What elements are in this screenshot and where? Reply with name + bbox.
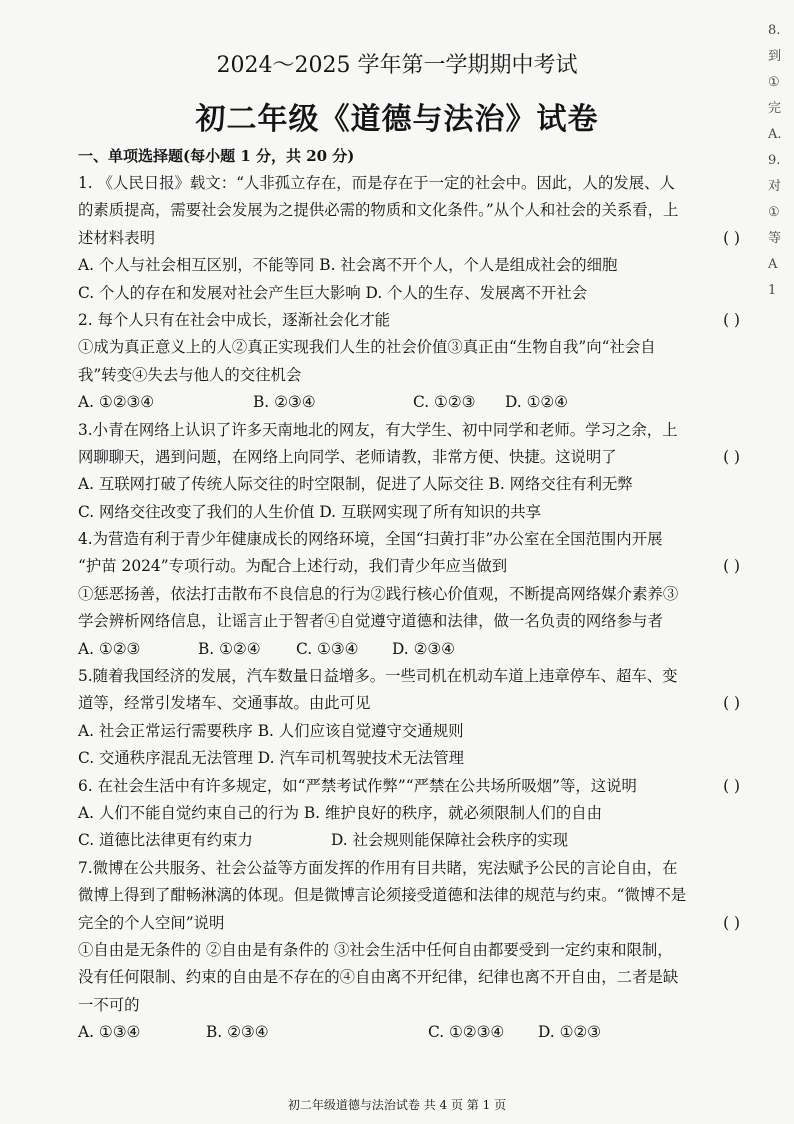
q2-stem — [78, 307, 746, 334]
edge-glyph: ① — [768, 205, 780, 220]
answer-paren: ( ) — [723, 776, 740, 795]
edge-glyph: 到 — [768, 49, 782, 64]
q1-line: 的素质提高，需要社会发展为之提供必需的物质和文化条件。”从个人和社会的关系看，上 — [78, 201, 679, 220]
edge-glyph: A — [768, 257, 778, 272]
q6-option-c: C. 道德比法律更有约束力 — [78, 831, 253, 850]
edge-glyph: 等 — [768, 231, 782, 246]
q1-option-ab: A. 个人与社会相互区别，不能等同 B. 社会离不开个人，个人是组成社会的细胞 — [78, 256, 618, 275]
q2-option-b: B. ②③④ — [253, 393, 316, 412]
q7-line: 一不可的 — [78, 995, 140, 1014]
q3-line: 3.小青在网络上认识了许多天南地北的网友，有大学生、初中同学和老师。学习之余，上 — [78, 420, 678, 439]
q5-line: 5.随着我国经济的发展，汽车数量日益增多。一些司机在机动车道上违章停车、超车、变 — [78, 667, 678, 686]
q7-line — [78, 910, 746, 937]
exam-subject-title: 初二年级《道德与法治》试卷 — [195, 102, 599, 137]
q4-line: 4.为营造有利于青少年健康成长的网络环境，全国“扫黄打非”办公室在全国范围内开展 — [78, 530, 663, 549]
q6-stem — [78, 773, 746, 800]
q2-option-d: D. ①②④ — [505, 393, 568, 412]
q7-line: 7.微博在公共服务、社会公益等方面发挥的作用有目共睹，宪法赋予公民的言论自由，在 — [78, 858, 678, 877]
edge-glyph: 对 — [768, 179, 782, 194]
edge-glyph: A. — [768, 127, 782, 142]
q4-option-c: C. ①③④ — [296, 639, 359, 658]
page-footer: 初二年级道德与法治试卷 共 4 页 第 1 页 — [287, 1098, 507, 1112]
edge-glyph: 9. — [768, 153, 781, 168]
q6-stem-text: 6. 在社会生活中有许多规定，如“严禁考试作弊”“严禁在公共场所吸烟”等，这说明 — [78, 776, 637, 795]
q7-options — [78, 1019, 746, 1046]
question-body — [78, 170, 746, 1047]
q2-line: 我”转变④失去与他人的交往机会 — [78, 365, 302, 384]
q7-stem-end: 完全的个人空间”说明 — [78, 913, 225, 932]
edge-glyph: 1 — [768, 283, 777, 298]
answer-paren: ( ) — [723, 913, 740, 932]
q2-stem-text: 2. 每个人只有在社会中成长，逐渐社会化才能 — [78, 310, 390, 329]
q3-stem-end: 网聊聊天，遇到问题，在网络上向同学、老师请教，非常方便、快捷。这说明了 — [78, 447, 617, 466]
q6-option-ab: A. 人们不能自觉约束自己的行为 B. 维护良好的秩序，就必须限制人们的自由 — [78, 803, 602, 822]
q2-line: ①成为真正意义上的人②真正实现我们人生的社会价值③真正由“生物自我”向“社会自 — [78, 338, 656, 357]
exam-term-title: 2024～2025 学年第一学期期中考试 — [216, 53, 578, 78]
q1-option-cd: C. 个人的存在和发展对社会产生巨大影响 D. 个人的生存、发展离不开社会 — [78, 283, 588, 302]
q1-line: 1. 《人民日报》载文：“人非孤立存在，而是存在于一定的社会中。因此，人的发展、人 — [78, 174, 675, 192]
edge-glyph: 完 — [768, 101, 782, 116]
q7-line: 没有任何限制、约束的自由是不存在的④自由离不开纪律，纪律也离不开自由，二者是缺 — [78, 968, 679, 987]
answer-paren: ( ) — [723, 557, 740, 576]
q4-line: 学会辨析网络信息，让谣言止于智者④自觉遵守道德和法律，做一名负责的网络参与者 — [78, 612, 663, 631]
q5-option-cd: C. 交通秩序混乱无法管理 D. 汽车司机驾驶技术无法管理 — [78, 749, 465, 768]
q4-option-a: A. ①②③ — [78, 639, 141, 658]
q1-stem-end: 述材料表明 — [78, 228, 155, 247]
answer-paren: ( ) — [723, 447, 740, 466]
section-heading: 一、单项选择题(每小题 1 分，共 20 分) — [78, 147, 355, 165]
q7-option-b: B. ②③④ — [206, 1023, 269, 1042]
q3-line — [78, 444, 746, 471]
q1-line — [78, 225, 746, 252]
q3-option-cd: C. 网络交往改变了我们的人生价值 D. 互联网实现了所有知识的共享 — [78, 502, 542, 521]
q2-options — [78, 389, 746, 416]
q7-option-c: C. ①②③④ — [428, 1023, 505, 1042]
answer-paren: ( ) — [723, 694, 740, 713]
q4-options — [78, 636, 746, 663]
q2-option-a: A. ①②③④ — [78, 393, 155, 412]
q2-option-c: C. ①②③ — [413, 393, 476, 412]
q7-option-d: D. ①②③ — [538, 1023, 601, 1042]
q5-stem-end: 道等，经常引发堵车、交通事故。由此可见 — [78, 694, 371, 713]
q6-option-cd — [78, 827, 746, 854]
q4-option-b: B. ①②④ — [198, 639, 261, 658]
q4-stem-end: “护苗 2024”专项行动。为配合上述行动，我们青少年应当做到 — [78, 557, 508, 576]
q7-option-a: A. ①③④ — [78, 1023, 141, 1042]
edge-glyph: ① — [768, 75, 780, 90]
q4-option-d: D. ②③④ — [392, 639, 455, 658]
q4-line: ①惩恶扬善，依法打击散布不良信息的行为②践行核心价值观，不断提高网络媒介素养③ — [78, 584, 679, 603]
q6-option-d: D. 社会规则能保障社会秩序的实现 — [331, 831, 569, 850]
answer-paren: ( ) — [723, 310, 740, 329]
answer-paren: ( ) — [723, 228, 740, 247]
edge-glyph: 8. — [768, 23, 781, 38]
q7-line: 微博上得到了酣畅淋漓的体现。但是微博言论须接受道德和法律的规范与约束。“微博不是 — [78, 886, 687, 905]
q5-line — [78, 690, 746, 717]
q5-option-ab: A. 社会正常运行需要秩序 B. 人们应该自觉遵守交通规则 — [78, 721, 464, 740]
q3-option-ab: A. 互联网打破了传统人际交往的时空限制，促进了人际交往 B. 网络交往有利无弊 — [78, 475, 633, 494]
q7-line: ①自由是无条件的 ②自由是有条件的 ③社会生活中任何自由都要受到一定约束和限制， — [78, 940, 673, 959]
adjacent-page-edge — [768, 18, 794, 304]
q4-line — [78, 553, 746, 580]
